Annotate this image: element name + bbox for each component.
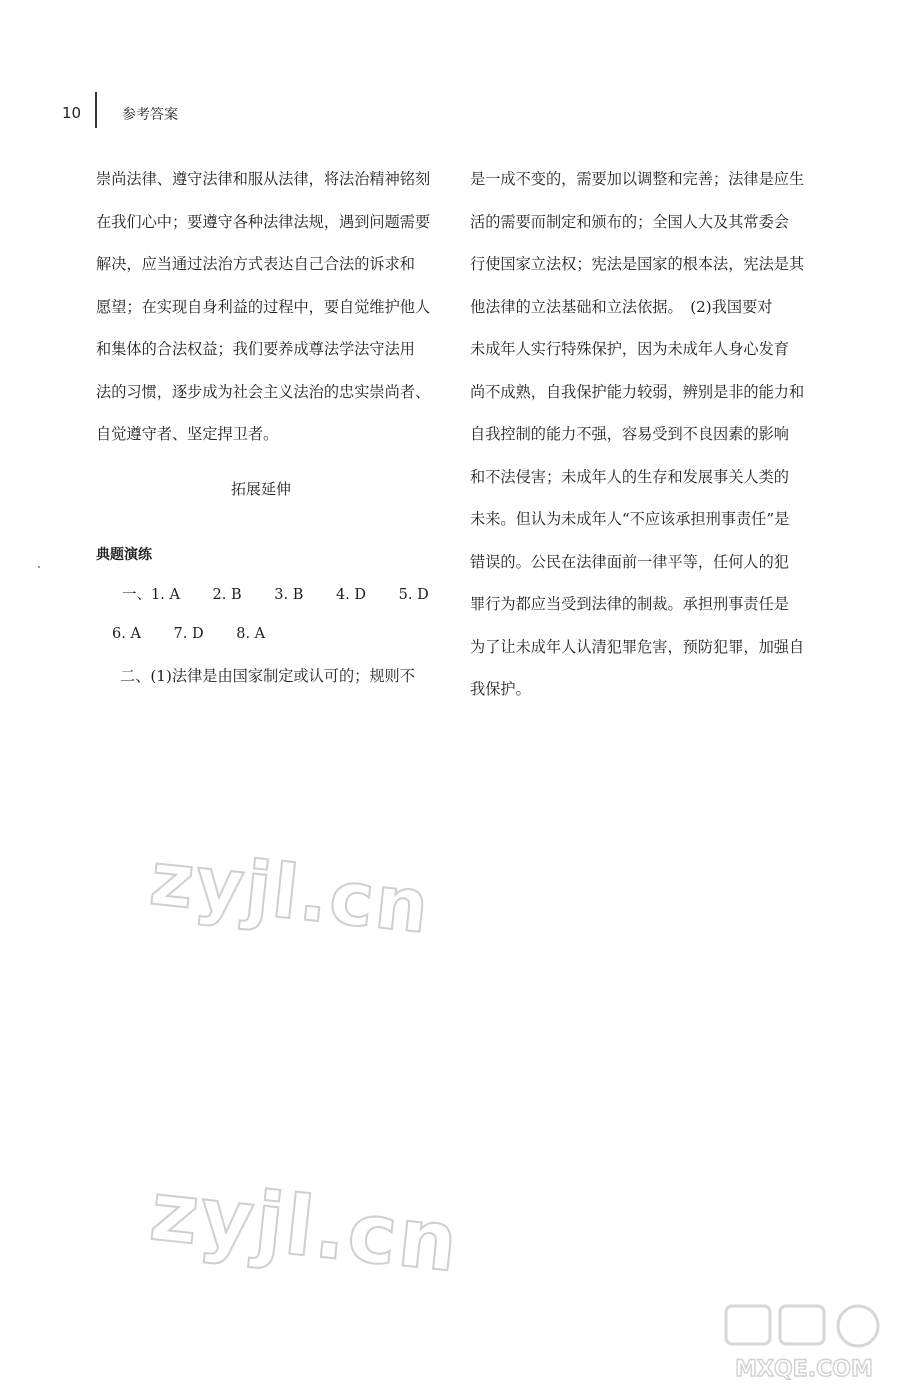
header-divider bbox=[95, 92, 97, 128]
mxqe-logo-watermark bbox=[718, 1300, 894, 1384]
text-line: 在我们心中；要遵守各种法律法规，遇到问题需要 bbox=[96, 212, 431, 231]
text-line: 自觉遵守者、坚定捍卫者。 bbox=[96, 425, 279, 443]
logo-text: MXQE.COM bbox=[735, 1357, 873, 1382]
stray-mark bbox=[38, 566, 40, 568]
answer-item: 5. D bbox=[398, 587, 429, 603]
answer-item: 8. A bbox=[236, 626, 266, 642]
page-number: 10 bbox=[62, 104, 82, 122]
text-line: 他法律的立法基础和立法依据。 (2)我国要对 bbox=[470, 297, 773, 316]
left-column bbox=[96, 158, 431, 456]
text-line: 法的习惯，逐步成为社会主义法治的忠实崇尚者、 bbox=[96, 382, 431, 401]
text-line: 自我控制的能力不强，容易受到不良因素的影响 bbox=[470, 425, 789, 443]
text-line: 未来。但认为未成年人“不应该承担刑事责任”是 bbox=[470, 510, 790, 528]
watermark-zyjl: zyjl.cn bbox=[146, 835, 435, 951]
answer-row-1 bbox=[122, 583, 457, 604]
text-line: 我保护。 bbox=[470, 680, 531, 698]
answer-row-2 bbox=[112, 626, 293, 642]
question-2-start: 二、(1)法律是由国家制定或认可的；规则不 bbox=[120, 667, 415, 685]
text-line: 行使国家立法权；宪法是国家的根本法，宪法是其 bbox=[470, 255, 805, 273]
text-line: 愿望；在实现自身利益的过程中，要自觉维护他人 bbox=[96, 297, 431, 316]
right-column bbox=[470, 158, 805, 711]
text-line: 活的需要而制定和颁布的；全国人大及其常委会 bbox=[470, 212, 789, 231]
answer-item: 一、1. A bbox=[122, 587, 180, 603]
text-line: 罪行为都应当受到法律的制裁。承担刑事责任是 bbox=[470, 595, 789, 613]
text-line: 和集体的合法权益；我们要养成尊法学法守法用 bbox=[96, 340, 415, 358]
answer-item: 3. B bbox=[274, 587, 304, 603]
text-line: 解决，应当通过法治方式表达自己合法的诉求和 bbox=[96, 255, 415, 273]
answer-item: 2. B bbox=[212, 587, 242, 603]
watermark-zyjl: zyjl.cn bbox=[145, 1164, 464, 1291]
text-line: 尚不成熟，自我保护能力较弱，辨别是非的能力和 bbox=[470, 382, 805, 401]
section-title: 拓展延伸 bbox=[230, 480, 291, 498]
text-line: 为了让未成年人认清犯罪危害，预防犯罪，加强自 bbox=[470, 637, 805, 656]
text-line: 未成年人实行特殊保护，因为未成年人身心发育 bbox=[470, 340, 789, 358]
text-line: 和不法侵害；未成年人的生存和发展事关人类的 bbox=[470, 467, 789, 486]
text-line: 错误的。公民在法律面前一律平等，任何人的犯 bbox=[470, 552, 789, 571]
header-title: 参考答案 bbox=[122, 107, 178, 123]
text-line: 是一成不变的，需要加以调整和完善；法律是应生 bbox=[470, 170, 805, 188]
text-line: 崇尚法律、遵守法律和服从法律，将法治精神铭刻 bbox=[96, 170, 431, 188]
sub-title: 典题演练 bbox=[96, 547, 152, 563]
answer-item: 6. A bbox=[112, 626, 141, 642]
answer-item: 7. D bbox=[173, 626, 204, 642]
answer-item: 4. D bbox=[335, 587, 367, 603]
